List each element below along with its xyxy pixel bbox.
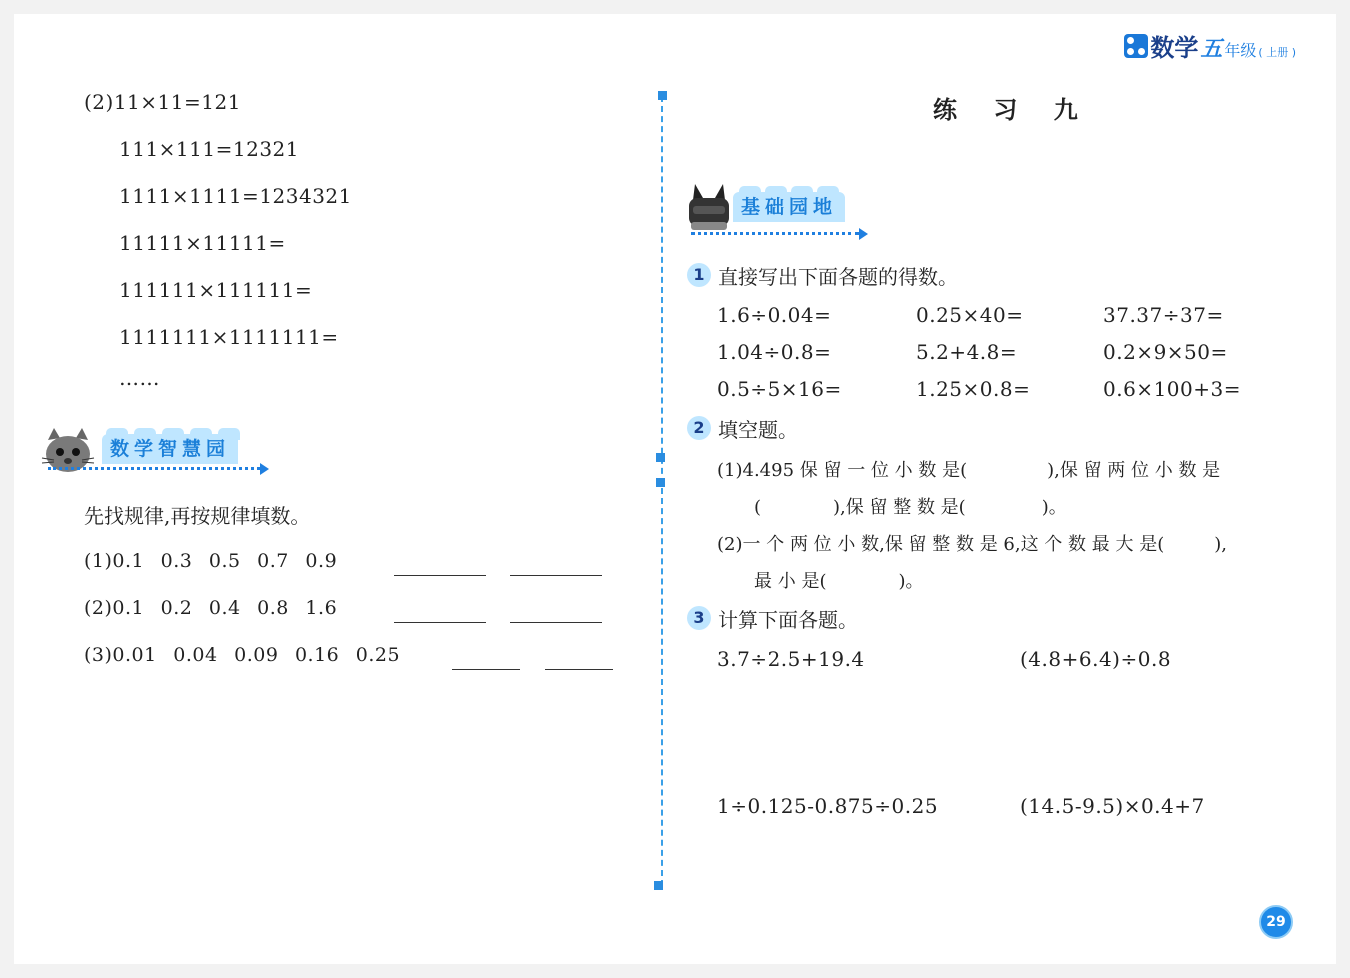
fill-text: ),保 留 两 位 小 数 是 xyxy=(1047,460,1221,481)
sequence-row xyxy=(84,597,337,619)
calc-item: 3.7÷2.5+19.4 xyxy=(717,647,865,671)
workbook-page xyxy=(14,14,1336,964)
calc-item: 1.25×0.8= xyxy=(916,377,1031,401)
instruction-text: 先找规律,再按规律填数。 xyxy=(84,504,311,528)
sequence-text: (1)0.1 0.3 0.5 0.7 0.9 xyxy=(84,550,338,572)
answer-blank[interactable] xyxy=(394,605,486,623)
fill-text: ), xyxy=(1214,534,1227,555)
pattern-line: 11111×11111= xyxy=(119,231,286,255)
question-text: 填空题。 xyxy=(718,418,798,442)
fill-text: )。 xyxy=(898,571,924,592)
calc-item: 0.25×40= xyxy=(916,303,1024,327)
calc-item: 0.5÷5×16= xyxy=(717,377,842,401)
sequence-text: (2)0.1 0.2 0.4 0.8 1.6 xyxy=(84,597,338,619)
fill-text: ( xyxy=(754,497,762,518)
divider-marker xyxy=(654,881,663,890)
pattern-line: 111×111=12321 xyxy=(119,137,299,161)
divider-marker xyxy=(658,91,667,100)
answer-blank[interactable] xyxy=(545,652,613,670)
pattern-line: 1111×1111=1234321 xyxy=(119,184,352,208)
answer-blank[interactable] xyxy=(452,652,520,670)
banner-label: 基础园地 xyxy=(733,192,845,222)
banner-basics xyxy=(687,184,877,222)
brand-grade: 五 xyxy=(1200,37,1223,62)
pattern-line: 111111×111111= xyxy=(119,278,313,302)
fill-text: (2)一 个 两 位 小 数,保 留 整 数 是 6,这 个 数 最 大 是( xyxy=(717,534,1165,555)
brand-logo xyxy=(1124,28,1296,63)
calc-item: 1÷0.125-0.875÷0.25 xyxy=(717,794,939,818)
fill-line xyxy=(754,493,1067,519)
pattern-line: (2)11×11=121 xyxy=(84,90,241,114)
fill-line xyxy=(717,530,1227,556)
brand-grade-suffix: 年级 xyxy=(1224,41,1257,60)
sequence-text: (3)0.01 0.04 0.09 0.16 0.25 xyxy=(84,644,401,666)
banner-label: 数学智慧园 xyxy=(102,434,238,464)
question-number: 1 xyxy=(687,263,711,287)
divider-marker xyxy=(656,453,665,462)
fill-line xyxy=(754,567,924,593)
fill-text: (1)4.495 保 留 一 位 小 数 是( xyxy=(717,460,968,481)
answer-blank[interactable] xyxy=(510,558,602,576)
calc-item: 1.04÷0.8= xyxy=(717,340,832,364)
calc-item: 0.2×9×50= xyxy=(1103,340,1228,364)
page-number: 29 xyxy=(1259,905,1293,939)
calc-item: (4.8+6.4)÷0.8 xyxy=(1020,647,1172,671)
question-text: 直接写出下面各题的得数。 xyxy=(718,265,958,289)
page-divider xyxy=(661,96,663,886)
brand-volume: ( 上册 ) xyxy=(1258,46,1296,59)
brand-subject: 数学 xyxy=(1150,34,1199,62)
divider-marker xyxy=(656,478,665,487)
answer-blank[interactable] xyxy=(394,558,486,576)
fill-text: 最 小 是( xyxy=(754,571,827,592)
pattern-ellipsis: …… xyxy=(119,366,160,390)
calc-item: (14.5-9.5)×0.4+7 xyxy=(1020,794,1205,818)
calc-item: 0.6×100+3= xyxy=(1103,377,1241,401)
calc-item: 37.37÷37= xyxy=(1103,303,1224,327)
fill-line xyxy=(717,456,1220,482)
question-number: 3 xyxy=(687,606,711,630)
fill-text: ),保 留 整 数 是( xyxy=(833,497,966,518)
sequence-row xyxy=(84,644,400,666)
answer-blank[interactable] xyxy=(510,605,602,623)
question-text: 计算下面各题。 xyxy=(718,608,858,632)
dice-logo-icon xyxy=(1124,34,1148,58)
rabbit-mascot-icon xyxy=(687,184,731,232)
fill-text: )。 xyxy=(1041,497,1067,518)
page-title: 练 习 九 xyxy=(933,96,1092,124)
banner-math-wisdom xyxy=(40,426,270,464)
question-number: 2 xyxy=(687,416,711,440)
pattern-line: 1111111×1111111= xyxy=(119,325,339,349)
calc-item: 1.6÷0.04= xyxy=(717,303,832,327)
calc-item: 5.2+4.8= xyxy=(916,340,1018,364)
sequence-row xyxy=(84,550,337,572)
